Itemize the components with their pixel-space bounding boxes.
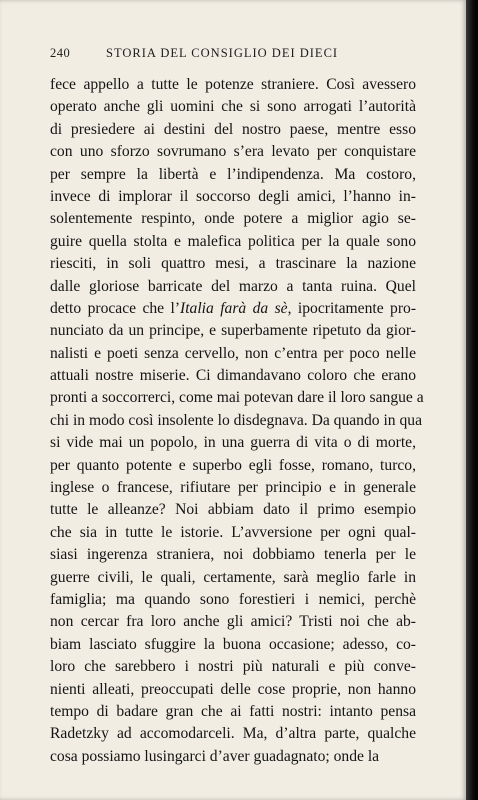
text-line: nienti alleati, preoccupati delle cose proprie, non hanno <box>50 680 416 698</box>
text-line: guerre civili, le quali, certamente, sarà meglio farle in <box>50 568 416 586</box>
page-number: 240 <box>50 46 71 60</box>
text-line: pronti a soccorrerci, come mai potevan dare il loro sangue a <box>50 389 424 407</box>
text-line: loro che sarebbero i nostri più naturali e più conve- <box>50 658 416 676</box>
text-line: biam lasciato sfuggire la buona occasione; adesso, co- <box>50 635 416 653</box>
text-line: cosa possiamo lusingarci d’aver guadagnato; onde la <box>50 747 380 765</box>
italic-quote: Italia farà da sè <box>180 299 288 317</box>
text-line-with-italic <box>50 298 416 320</box>
text-line: chi in modo così insolente lo disdegnava. Da quando in qua <box>50 411 423 429</box>
book-spine-shadow <box>466 0 478 800</box>
running-head <box>50 46 412 64</box>
text-line: riesciti, in soli quattro mesi, a trascinare la nazione <box>50 255 416 273</box>
text-line: di presiedere ai destini del nostro paese, mentre esso <box>50 120 416 138</box>
text-line: inglese o francese, rifiutare per principio e in generale <box>50 479 416 497</box>
text-line: nalisti e poeti senza cervello, non c’entra per poco nelle <box>50 344 416 362</box>
text-line: solentemente respinto, onde potere a miglior agio se- <box>50 210 416 228</box>
text-line: attuali nostre miserie. Ci dimandavano coloro che erano <box>50 367 416 385</box>
text-line: tutte le alleanze? Noi abbiam dato il primo esempio <box>50 501 416 519</box>
text-line: guire quella stolta e malefica politica per la quale sono <box>50 232 416 250</box>
text-run: detto procace che l’ <box>50 299 181 317</box>
text-line: con uno sforzo sovrumano s’era levato per conquistare <box>50 143 416 161</box>
text-line: nunciato da un principe, e superbamente ripetuto da gior- <box>50 322 416 340</box>
text-run: , ipocritamente pro- <box>287 299 417 317</box>
text-line: non cercar fra loro anche gli amici? Tristi noi che ab- <box>50 613 416 631</box>
text-line: siasi ingerenza straniera, noi dobbiamo tenerla per le <box>50 546 416 564</box>
text-line: invece di implorar il soccorso degli amici, l’hanno in- <box>50 187 416 205</box>
text-line: si vide mai un popolo, in una guerra di vita o di morte, <box>50 434 416 452</box>
text-line: tempo di badare gran che ai fatti nostri: intanto pensa <box>50 702 416 720</box>
text-line: famiglia; ma quando sono forestieri i nemici, perchè <box>50 590 416 608</box>
body-text <box>50 74 424 768</box>
running-title: STORIA DEL CONSIGLIO DEI DIECI <box>106 46 339 60</box>
text-line: per sempre la libertà e l’indipendenza. Ma costoro, <box>50 165 416 183</box>
text-line: per quanto potente e superbo egli fosse, romano, turco, <box>50 456 416 474</box>
text-line: operato anche gli uomini che si sono arrogati l’autorità <box>50 98 416 116</box>
text-line: fece appello a tutte le potenze straniere. Così avessero <box>50 76 416 93</box>
text-line: dalle gloriose barricate del marzo a tanta ruina. Quel <box>50 277 416 295</box>
text-line: Radetzky ad accomodarceli. Ma, d’altra parte, qualche <box>50 725 416 743</box>
text-line: che sia in tutte le istorie. L’avversione per ogni qual- <box>50 523 416 541</box>
